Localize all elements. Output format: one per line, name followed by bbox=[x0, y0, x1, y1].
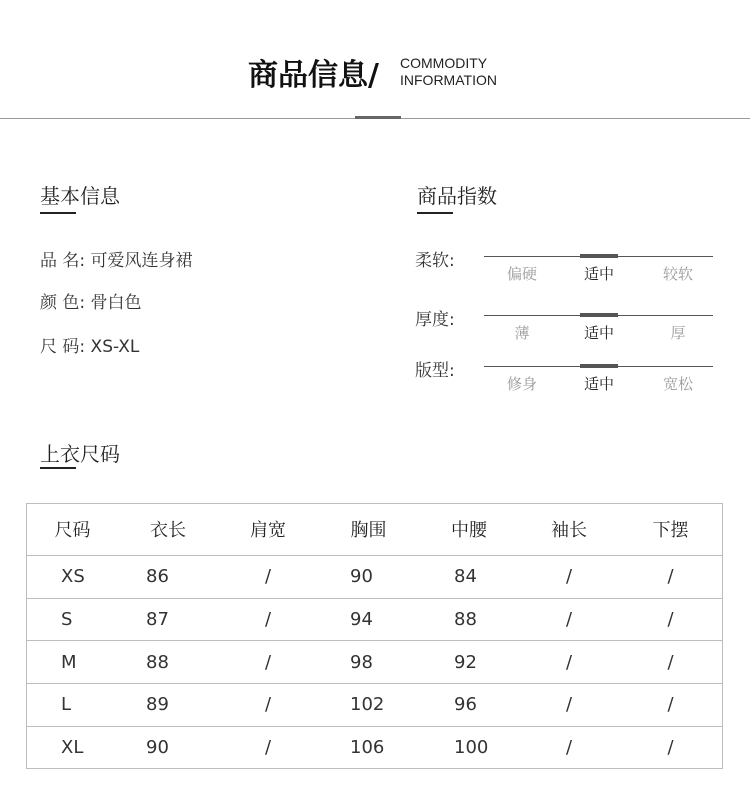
info-label: 品 名: bbox=[40, 251, 86, 271]
table-cell: / bbox=[264, 736, 272, 758]
table-cell: L bbox=[27, 684, 118, 727]
table-header-row bbox=[27, 504, 722, 555]
column-header: 肩宽 bbox=[218, 504, 318, 555]
table-row bbox=[27, 726, 722, 768]
index-option: 修身 bbox=[506, 375, 537, 393]
info-row-size bbox=[40, 332, 139, 357]
index-option-selected: 适中 bbox=[583, 324, 614, 342]
column-header: 衣长 bbox=[118, 504, 218, 555]
table-cell: / bbox=[619, 641, 722, 684]
header-accent-bar bbox=[355, 116, 401, 119]
index-label-thickness: 厚度: bbox=[415, 310, 455, 330]
index-label-softness: 柔软: bbox=[415, 251, 455, 271]
table-cell: / bbox=[619, 684, 722, 727]
info-label: 颜 色: bbox=[40, 293, 86, 313]
table-cell: 86 bbox=[118, 555, 218, 598]
table-cell: XL bbox=[61, 736, 84, 758]
basic-info-underline bbox=[40, 212, 76, 214]
table-cell: 87 bbox=[118, 598, 218, 641]
size-chart-heading: 上衣尺码 bbox=[40, 442, 120, 466]
table-cell: / bbox=[218, 555, 318, 598]
table-cell: 84 bbox=[419, 555, 519, 598]
index-option: 较软 bbox=[662, 265, 693, 283]
index-marker bbox=[580, 254, 618, 258]
table-cell: 90 bbox=[146, 736, 169, 758]
index-option-selected: 适中 bbox=[583, 375, 614, 393]
table-cell: 88 bbox=[118, 641, 218, 684]
column-header: 袖长 bbox=[519, 504, 619, 555]
table-row bbox=[27, 598, 722, 641]
column-header: 中腰 bbox=[419, 504, 519, 555]
index-marker bbox=[580, 364, 618, 368]
table-cell: M bbox=[27, 641, 118, 684]
table-cell: / bbox=[519, 641, 619, 684]
column-header: 胸围 bbox=[318, 504, 419, 555]
index-label-fit: 版型: bbox=[415, 361, 455, 381]
info-label: 尺 码: bbox=[40, 337, 86, 357]
table-cell: 102 bbox=[318, 684, 419, 727]
page-title: 商品信息/ bbox=[248, 58, 379, 93]
table-row bbox=[27, 555, 722, 598]
info-row-name bbox=[40, 246, 193, 271]
table-cell: / bbox=[218, 641, 318, 684]
basic-info-heading: 基本信息 bbox=[40, 184, 120, 208]
table-cell: 94 bbox=[318, 598, 419, 641]
table-cell: 92 bbox=[419, 641, 519, 684]
table-cell: 100 bbox=[454, 736, 489, 758]
table-cell: XS bbox=[27, 555, 118, 598]
info-value: 可爱风连身裙 bbox=[90, 251, 193, 271]
page-title-english bbox=[400, 55, 497, 89]
table-cell: / bbox=[667, 736, 674, 758]
index-option: 偏硬 bbox=[506, 265, 537, 283]
title-en-line2: INFORMATION bbox=[400, 72, 497, 88]
table-cell: / bbox=[519, 598, 619, 641]
info-value: 骨白色 bbox=[90, 293, 142, 313]
size-chart-underline bbox=[40, 467, 76, 469]
size-table bbox=[26, 503, 723, 769]
index-option-selected: 适中 bbox=[583, 265, 614, 283]
table-cell: / bbox=[565, 736, 573, 758]
table-cell: S bbox=[27, 598, 118, 641]
table-cell: / bbox=[218, 598, 318, 641]
table-row bbox=[27, 684, 722, 727]
table-cell: 96 bbox=[419, 684, 519, 727]
table-cell: 88 bbox=[419, 598, 519, 641]
table-cell: / bbox=[619, 555, 722, 598]
table-cell: / bbox=[619, 598, 722, 641]
info-value: XS-XL bbox=[90, 337, 140, 357]
table-cell: 90 bbox=[318, 555, 419, 598]
product-index-underline bbox=[417, 212, 453, 214]
table-cell: / bbox=[519, 684, 619, 727]
table-cell: 98 bbox=[318, 641, 419, 684]
table-cell: / bbox=[218, 684, 318, 727]
table-row bbox=[27, 641, 722, 684]
info-row-color bbox=[40, 288, 142, 313]
table-cell: 106 bbox=[350, 736, 385, 758]
table-cell: 89 bbox=[118, 684, 218, 727]
index-option: 厚 bbox=[670, 324, 686, 342]
column-header: 下摆 bbox=[619, 504, 722, 555]
title-en-line1: COMMODITY bbox=[400, 55, 488, 71]
index-option: 宽松 bbox=[662, 375, 693, 393]
index-option: 薄 bbox=[514, 324, 530, 342]
product-index-heading: 商品指数 bbox=[417, 184, 497, 208]
index-marker bbox=[580, 313, 618, 317]
table-cell: / bbox=[519, 555, 619, 598]
column-header: 尺码 bbox=[27, 504, 118, 555]
